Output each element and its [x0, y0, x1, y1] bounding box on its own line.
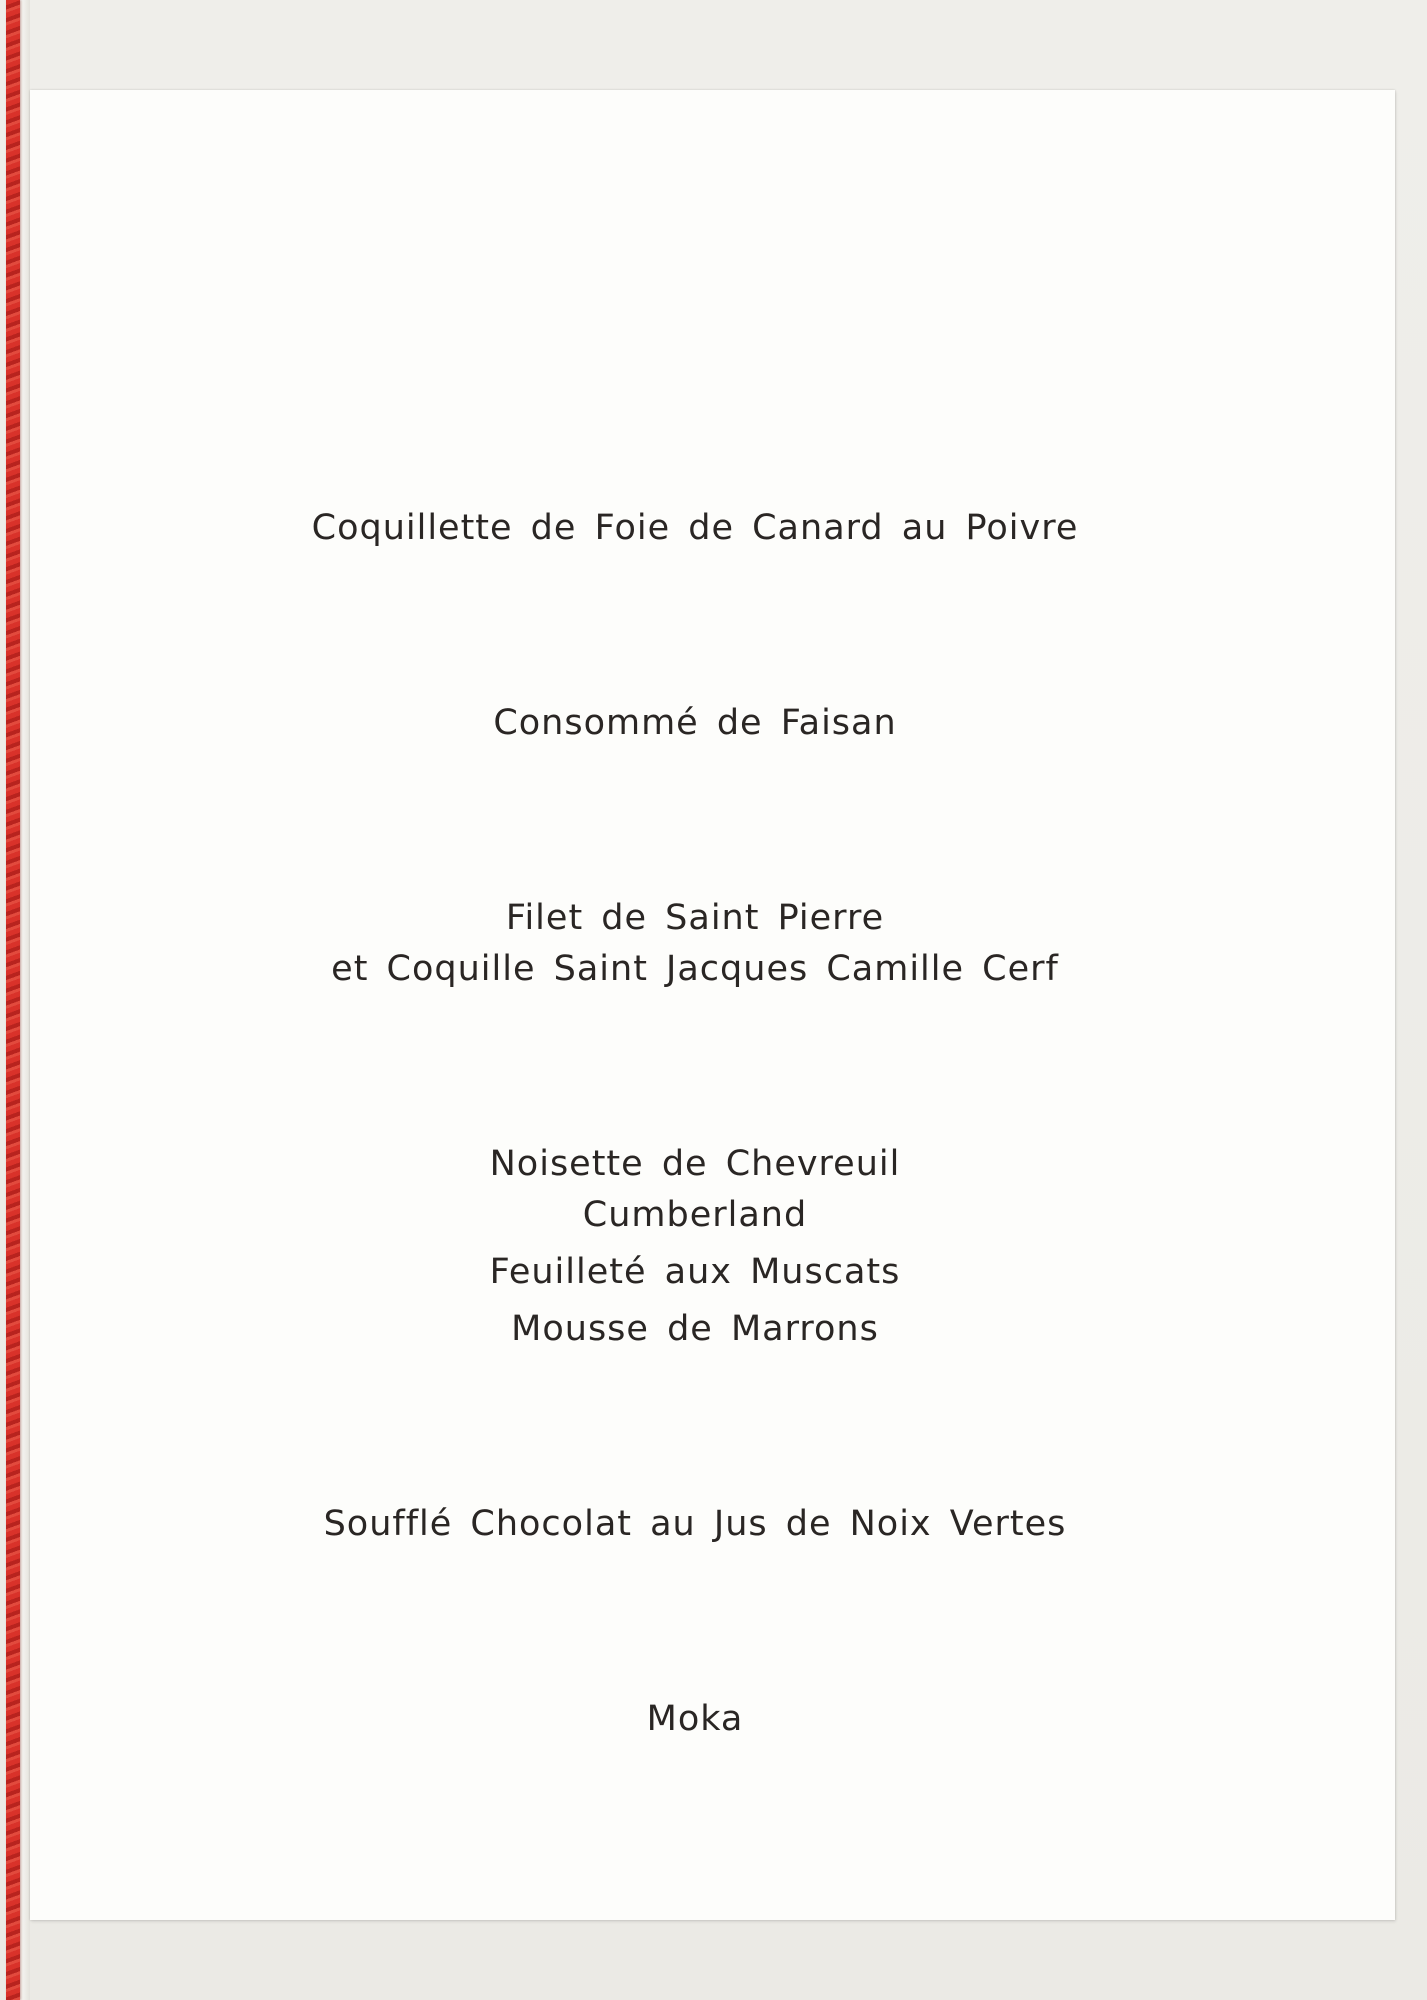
- course-3-line-1: Filet de Saint Pierre: [505, 898, 885, 938]
- menu-page: [30, 90, 1395, 1920]
- course-5-line-1: Soufflé Chocolat au Jus de Noix Vertes: [323, 1504, 1067, 1544]
- course-3-line-2: et Coquille Saint Jacques Camille Cerf: [331, 949, 1059, 989]
- course-4-line-3: Feuilleté aux Muscats: [489, 1252, 901, 1292]
- course-6-line-1: Moka: [646, 1699, 744, 1739]
- course-2-line-1: Consommé de Faisan: [493, 703, 897, 743]
- menu-list: [30, 90, 1395, 1920]
- course-4-line-2: Cumberland: [582, 1195, 808, 1235]
- course-4-line-4: Mousse de Marrons: [511, 1309, 879, 1349]
- red-cord: [6, 0, 20, 2000]
- course-1-line-1: Coquillette de Foie de Canard au Poivre: [311, 508, 1079, 548]
- course-4-line-1: Noisette de Chevreuil: [489, 1144, 901, 1184]
